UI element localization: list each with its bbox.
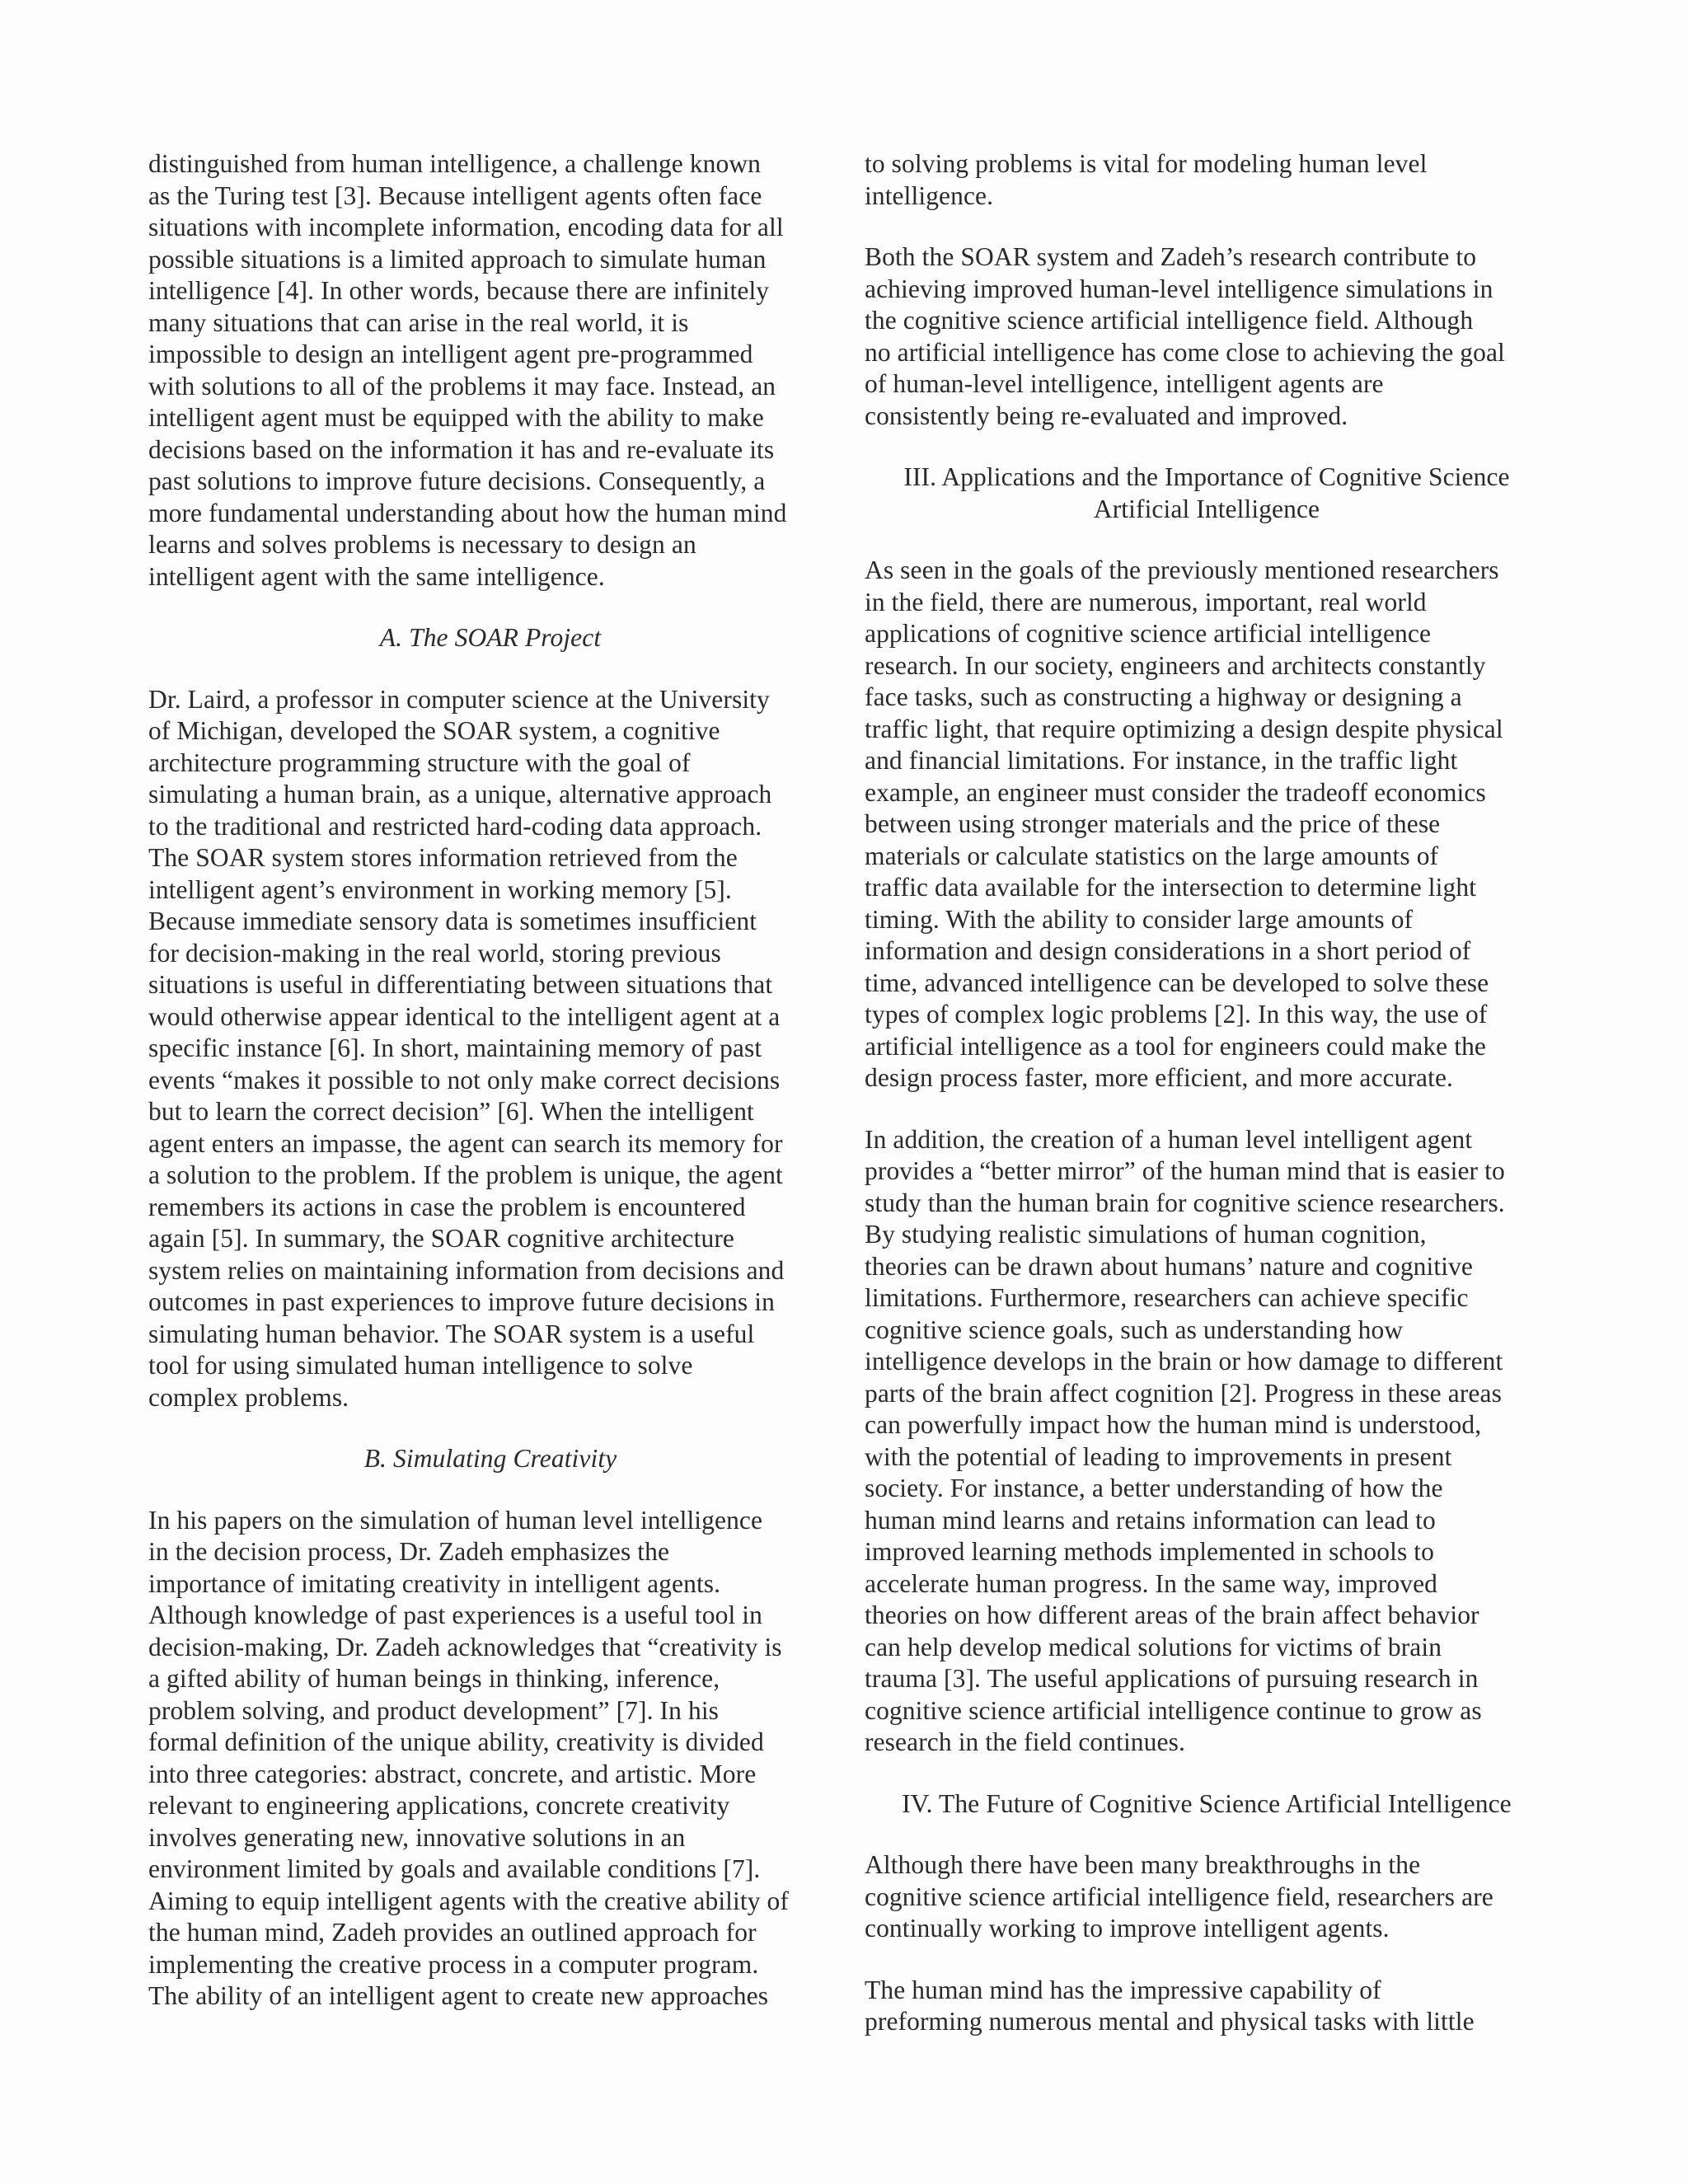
text-line: The SOAR system stores information retrieved from the [148, 843, 738, 872]
text-line: involves generating new, innovative solutions in an [148, 1822, 686, 1852]
text-line: design process faster, more efficient, and more accurate. [865, 1063, 1454, 1092]
text-line: situations with incomplete information, encoding data for all [148, 213, 784, 241]
text-line: between using stronger materials and the price of these [865, 809, 1441, 838]
text-line: research in the field continues. [865, 1727, 1185, 1756]
text-line: tool for using simulated human intelligence to solve [148, 1351, 693, 1380]
text-line: as the Turing test [3]. Because intelligent agents often face [148, 180, 762, 210]
text-line: continually working to improve intelligent agents. [865, 1914, 1390, 1943]
text-line: no artificial intelligence has come close to achieving the goal [865, 337, 1505, 367]
text-line: distinguished from human intelligence, a challenge known [148, 149, 762, 178]
text-line: environment limited by goals and available conditions [7]. [148, 1854, 761, 1883]
text-line: In addition, the creation of a human level intelligent agent [865, 1124, 1473, 1154]
text-line: consistently being re-evaluated and improved. [865, 401, 1348, 430]
text-line: applications of cognitive science artificial intelligence [865, 619, 1432, 648]
text-line: decision-making, Dr. Zadeh acknowledges that “creativity is [148, 1632, 782, 1661]
text-line: relevant to engineering applications, concrete creativity [148, 1791, 730, 1820]
text-line: past solutions to improve future decisions. Consequently, a [148, 466, 766, 495]
text-line: artificial intelligence as a tool for engineers could make the [865, 1031, 1487, 1061]
text-line: complex problems. [148, 1382, 349, 1412]
text-line: intelligent agent with the same intelligence. [148, 561, 605, 591]
text-line: for decision-making in the real world, storing previous [148, 938, 721, 968]
text-line: possible situations is a limited approach to simulate human [148, 244, 767, 274]
text-line: specific instance [6]. In short, maintaining memory of past [148, 1033, 762, 1062]
text-line: with solutions to all of the problems it may face. Instead, an [148, 371, 776, 401]
text-line: problem solving, and product development” [7]. In his [148, 1695, 720, 1725]
text-line: timing. With the ability to consider large amounts of [865, 904, 1414, 934]
text-line: By studying realistic simulations of human cognition, [865, 1220, 1427, 1249]
left-column [148, 148, 832, 2013]
text-line: society. For instance, a better understanding of how the [865, 1474, 1443, 1502]
text-line: parts of the brain affect cognition [2]. Progress in these areas [865, 1378, 1502, 1408]
text-line: Both the SOAR system and Zadeh’s research contribute to [865, 242, 1477, 271]
paragraph-continuation [865, 148, 1549, 212]
text-line: intelligence. [865, 180, 994, 210]
text-line: example, an engineer must consider the tradeoff economics [865, 777, 1486, 807]
text-line: Although there have been many breakthroughs in the [865, 1850, 1421, 1879]
text-line: The ability of an intelligent agent to create new approaches [148, 1981, 769, 2010]
text-line: intelligent agent’s environment in working memory [5]. [148, 874, 732, 904]
paragraph-soar-zadeh-summary [865, 241, 1549, 432]
text-line: events “makes it possible to not only make correct decisions [148, 1065, 781, 1094]
text-line: situations is useful in differentiating between situations that [148, 970, 773, 999]
text-line: intelligent agent must be equipped with the ability to make [148, 403, 764, 432]
text-line: intelligence develops in the brain or how damage to different [865, 1347, 1503, 1376]
text-line: simulating human behavior. The SOAR system is a useful [148, 1319, 755, 1348]
text-line: formal definition of the unique ability, creativity is divided [148, 1727, 764, 1756]
text-line: system relies on maintaining information from decisions and [148, 1255, 785, 1285]
text-line: agent enters an impasse, the agent can search its memory for [148, 1128, 783, 1158]
text-line: the cognitive science artificial intelligence field. Although [865, 306, 1474, 335]
text-line: The human mind has the impressive capability of [865, 1975, 1381, 2004]
text-line: importance of imitating creativity in intelligent agents. [148, 1568, 721, 1598]
text-line: As seen in the goals of the previously mentioned researchers [865, 555, 1499, 584]
text-line: and financial limitations. For instance, in the traffic light [865, 746, 1458, 775]
text-line: In his papers on the simulation of human level intelligence [148, 1505, 763, 1535]
paragraph-turing-test [148, 148, 832, 593]
section-heading-future: IV. The Future of Cognitive Science Artificial Intelligence [902, 1788, 1512, 1818]
text-line: of Michigan, developed the SOAR system, a cognitive [148, 716, 720, 745]
text-line: implementing the creative process in a computer program. [148, 1949, 759, 1979]
text-line: more fundamental understanding about how the human mind [148, 498, 787, 527]
text-line: would otherwise appear identical to the intelligent agent at a [148, 1001, 781, 1031]
text-line: again [5]. In summary, the SOAR cognitive architecture [148, 1224, 735, 1253]
paragraph-human-mind [865, 1975, 1549, 2038]
text-line: can help develop medical solutions for victims of brain [865, 1632, 1442, 1661]
text-line: Dr. Laird, a professor in computer science at the University [148, 684, 770, 714]
text-line: of human-level intelligence, intelligent agents are [865, 369, 1384, 398]
text-line: cognitive science artificial intelligence field, researchers are [865, 1882, 1493, 1911]
section-heading-soar-project: A. The SOAR Project [379, 623, 602, 652]
text-line: can powerfully impact how the human mind is understood, [865, 1410, 1482, 1439]
text-line: to the traditional and restricted hard-coding data approach. [148, 811, 762, 841]
text-line: the human mind, Zadeh provides an outlined approach for [148, 1918, 757, 1947]
text-line: a solution to the problem. If the problem is unique, the agent [148, 1160, 783, 1189]
paragraph-zadeh-creativity [148, 1505, 832, 2013]
text-line: but to learn the correct decision” [6]. When the intelligent [148, 1097, 754, 1126]
text-line: with the potential of leading to improvements in present [865, 1441, 1452, 1471]
text-line: study than the human brain for cognitive science researchers. [865, 1188, 1505, 1217]
text-line: in the decision process, Dr. Zadeh emphasizes the [148, 1537, 670, 1566]
paragraph-better-mirror [865, 1124, 1549, 1759]
section-heading-applications [865, 462, 1549, 525]
text-line: Because immediate sensory data is sometimes insufficient [148, 907, 757, 935]
text-line: time, advanced intelligence can be developed to solve these [865, 968, 1489, 997]
text-line: information and design considerations in a short period of [865, 936, 1471, 965]
text-line: remembers its actions in case the problem is encountered [148, 1192, 746, 1221]
paragraph-soar-system [148, 684, 832, 1414]
text-line: theories on how different areas of the brain affect behavior [865, 1601, 1479, 1629]
text-line: cognitive science goals, such as understanding how [865, 1315, 1404, 1344]
text-line: accelerate human progress. In the same way, improved [865, 1568, 1438, 1598]
text-line: Artificial Intelligence [1093, 494, 1320, 523]
text-line: achieving improved human-level intelligence simulations in [865, 274, 1493, 303]
text-line: simulating a human brain, as a unique, alternative approach [148, 780, 772, 808]
text-line: preforming numerous mental and physical tasks with little [865, 2007, 1475, 2036]
text-line: human mind learns and retains information can lead to [865, 1505, 1436, 1535]
section-heading-simulating-creativity: B. Simulating Creativity [363, 1444, 617, 1473]
text-line: cognitive science artificial intelligence continue to grow as [865, 1695, 1482, 1725]
text-line: outcomes in past experiences to improve future decisions in [148, 1287, 775, 1316]
text-line: into three categories: abstract, concrete, and artistic. More [148, 1759, 757, 1788]
text-line: architecture programming structure with the goal of [148, 748, 691, 777]
text-line: to solving problems is vital for modeling human level [865, 149, 1428, 178]
text-line: Aiming to equip intelligent agents with the creative ability of [148, 1886, 789, 1915]
text-line: in the field, there are numerous, important, real world [865, 587, 1427, 616]
right-column [865, 148, 1549, 2038]
text-line: trauma [3]. The useful applications of pursuing research in [865, 1664, 1479, 1693]
text-line: traffic light, that require optimizing a design despite physical [865, 714, 1503, 743]
text-line: improved learning methods implemented in schools to [865, 1537, 1434, 1566]
text-line: decisions based on the information it has and re-evaluate its [148, 434, 775, 464]
text-line: a gifted ability of human beings in thinking, inference, [148, 1664, 720, 1693]
text-line: materials or calculate statistics on the large amounts of [865, 841, 1439, 870]
paragraph-applications [865, 555, 1549, 1094]
text-line: intelligence [4]. In other words, because there are infinitely [148, 276, 770, 305]
text-line: Although knowledge of past experiences is a useful tool in [148, 1601, 763, 1629]
text-line: learns and solves problems is necessary to design an [148, 530, 696, 559]
text-line: face tasks, such as constructing a highway or designing a [865, 682, 1462, 711]
text-line: research. In our society, engineers and architects constantly [865, 650, 1486, 680]
text-line: traffic data available for the intersection to determine light [865, 873, 1477, 902]
text-line: impossible to design an intelligent agent pre-programmed [148, 340, 753, 368]
text-line: limitations. Furthermore, researchers can achieve specific [865, 1283, 1469, 1312]
text-line: many situations that can arise in the real world, it is [148, 307, 689, 337]
text-line: theories can be drawn about humans’ nature and cognitive [865, 1251, 1474, 1281]
text-line: provides a “better mirror” of the human mind that is easier to [865, 1156, 1505, 1185]
paragraph-breakthroughs [865, 1849, 1549, 1945]
text-line: III. Applications and the Importance of Cognitive Science [903, 462, 1510, 491]
text-line: types of complex logic problems [2]. In this way, the use of [865, 1000, 1488, 1029]
